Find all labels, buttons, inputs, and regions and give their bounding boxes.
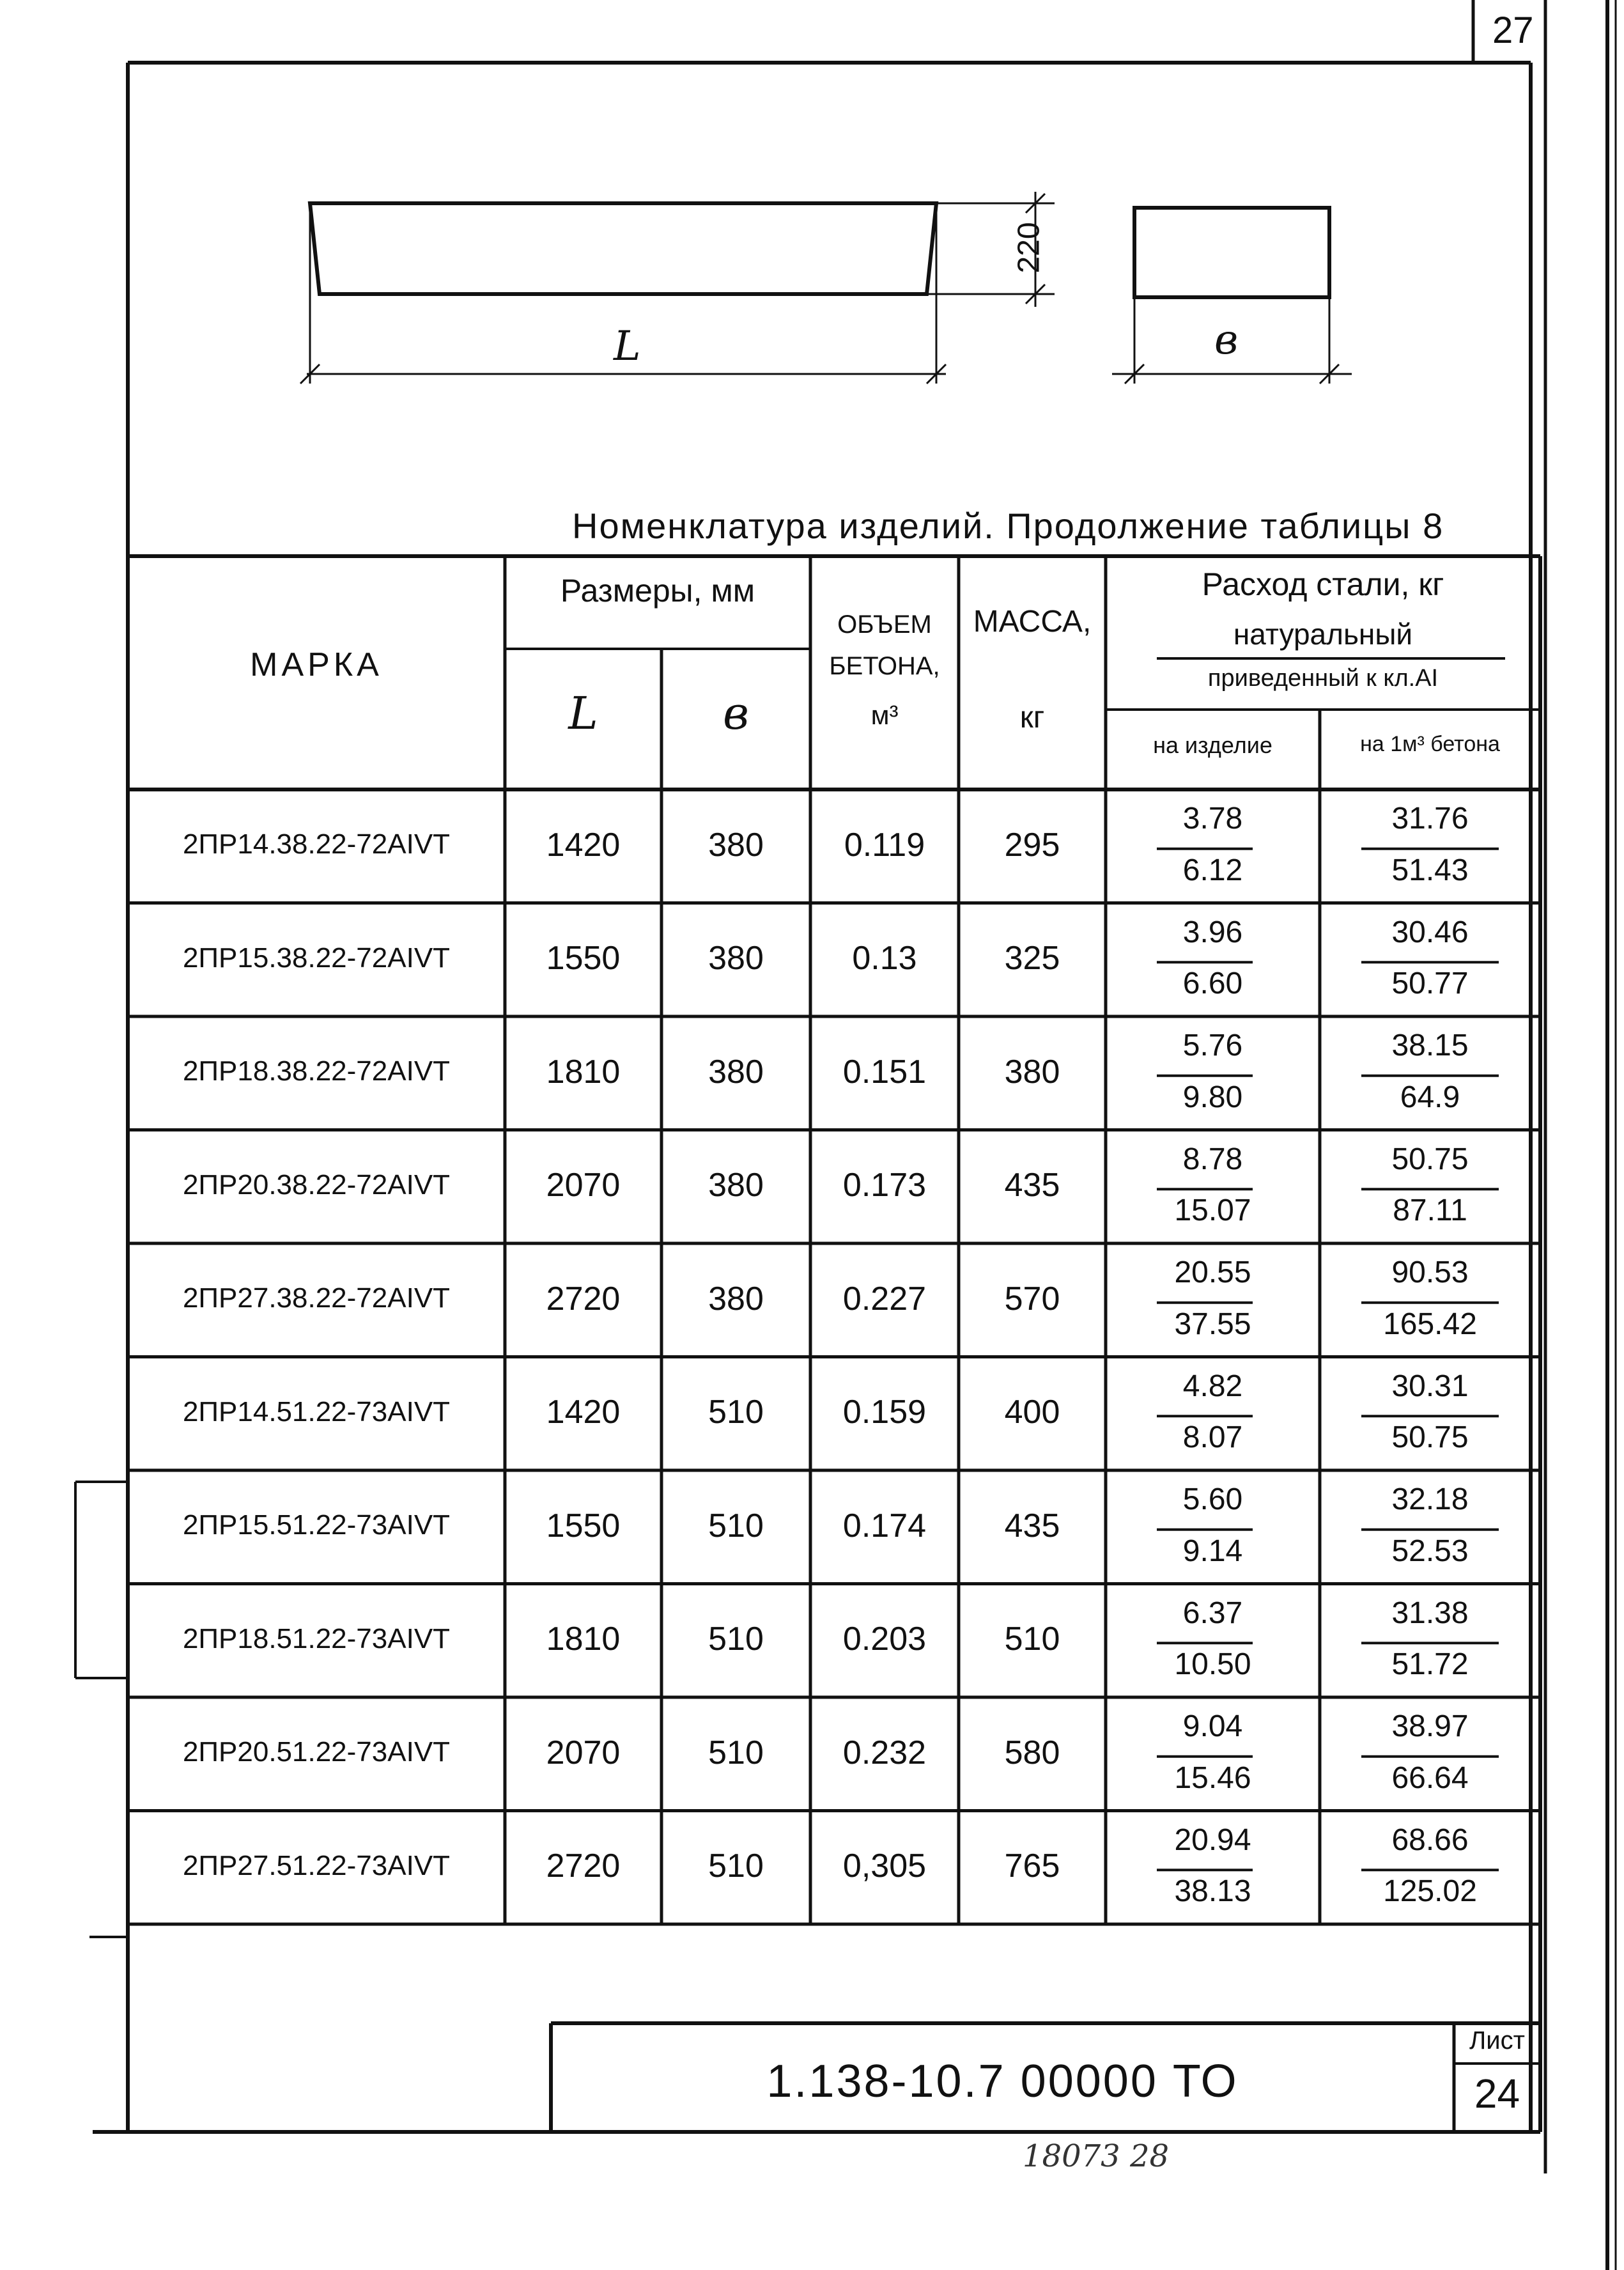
cell-item_nat: 4.82 (1182, 1369, 1243, 1403)
cell-m3_nat: 30.31 (1391, 1369, 1469, 1403)
footer-handwritten-number: 18073 28 (1023, 2138, 1170, 2174)
header-mass-1: МАССА, (973, 605, 1092, 639)
cell-m3_red: 52.53 (1391, 1534, 1469, 1568)
cell-mass: 325 (1004, 940, 1060, 977)
cell-mass: 510 (1004, 1621, 1060, 1658)
cell-volume: 0.232 (842, 1734, 927, 1771)
cell-m3_red: 50.77 (1391, 967, 1469, 1001)
header-per-m3: на 1м³ бетона (1360, 732, 1500, 756)
cell-b: 510 (708, 1507, 764, 1544)
cell-item_nat: 6.37 (1182, 1596, 1243, 1630)
cell-volume: 0.119 (844, 826, 925, 864)
table-caption: Номенклатура изделий. Продолжение таблицы 8 (572, 506, 1444, 546)
cell-mass: 570 (1004, 1280, 1060, 1318)
header-volume-2: БЕТОНА, (829, 652, 940, 680)
cell-b: 380 (708, 1167, 764, 1204)
cell-b: 380 (708, 940, 764, 977)
sheet-label: Лист (1469, 2026, 1525, 2055)
cell-b: 510 (708, 1734, 764, 1771)
header-mass-2: кг (1019, 701, 1045, 735)
cell-b: 510 (708, 1847, 764, 1885)
cell-mark: 2ПР18.51.22-73AIVT (182, 1622, 451, 1654)
cell-b: 380 (708, 1280, 764, 1318)
header-volume-1: ОБЪЕМ (837, 610, 932, 639)
cell-mark: 2ПР18.38.22-72AIVT (182, 1055, 451, 1087)
cell-L: 2720 (546, 1847, 621, 1885)
height-dimension-label: 220 (1012, 222, 1046, 274)
header-steel-3: приведенный к кл.AI (1207, 665, 1439, 692)
cell-item_nat: 9.04 (1182, 1709, 1243, 1743)
cell-item_red: 15.07 (1174, 1193, 1251, 1228)
header-per-item: на изделие (1153, 732, 1272, 758)
header-volume-3: м³ (870, 700, 899, 730)
cell-L: 2070 (546, 1167, 621, 1204)
cell-b: 380 (708, 1053, 764, 1091)
cell-m3_red: 125.02 (1383, 1874, 1477, 1909)
cell-L: 1810 (546, 1621, 621, 1658)
cell-item_red: 9.80 (1182, 1080, 1243, 1114)
length-dimension-label: L (614, 323, 641, 370)
document-code: 1.138-10.7 00000 ТО (766, 2056, 1239, 2107)
cell-mark: 2ПР15.51.22-73AIVT (182, 1509, 451, 1541)
cell-m3_nat: 30.46 (1391, 915, 1469, 949)
cell-item_red: 9.14 (1182, 1534, 1243, 1568)
cell-item_red: 15.46 (1174, 1761, 1251, 1795)
cell-volume: 0.227 (842, 1280, 927, 1318)
cell-item_red: 38.13 (1174, 1874, 1251, 1909)
page-number: 27 (1492, 10, 1534, 51)
cell-mark: 2ПР14.38.22-72AIVT (182, 828, 451, 860)
cell-item_red: 37.55 (1174, 1307, 1251, 1341)
header-mark: МАРКА (250, 646, 383, 683)
cell-item_nat: 20.94 (1174, 1823, 1251, 1857)
cell-m3_nat: 31.38 (1391, 1596, 1469, 1630)
cell-m3_nat: 38.15 (1391, 1029, 1469, 1062)
cell-m3_red: 66.64 (1391, 1761, 1469, 1795)
cell-mark: 2ПР20.38.22-72AIVT (182, 1169, 451, 1201)
cell-mass: 765 (1004, 1847, 1060, 1885)
cell-L: 1550 (546, 1507, 621, 1544)
cell-m3_red: 165.42 (1383, 1307, 1477, 1341)
header-steel-1: Расход стали, кг (1202, 566, 1444, 602)
cell-item_red: 8.07 (1182, 1420, 1243, 1455)
header-width: в (723, 687, 749, 740)
cell-volume: 0.174 (842, 1507, 927, 1544)
cell-L: 2070 (546, 1734, 621, 1771)
cell-mark: 2ПР15.38.22-72AIVT (182, 942, 451, 974)
cell-m3_red: 50.75 (1391, 1420, 1469, 1455)
cell-m3_nat: 68.66 (1391, 1823, 1469, 1857)
cell-b: 380 (708, 826, 764, 864)
header-length: L (568, 687, 598, 740)
cell-m3_nat: 38.97 (1391, 1709, 1469, 1743)
cell-m3_nat: 32.18 (1391, 1482, 1469, 1516)
sheet-number: 24 (1474, 2071, 1520, 2117)
cell-L: 1550 (546, 940, 621, 977)
cell-item_nat: 20.55 (1174, 1255, 1251, 1289)
cell-item_red: 6.60 (1182, 967, 1243, 1001)
cell-item_nat: 8.78 (1182, 1142, 1243, 1176)
width-dimension-label: в (1214, 316, 1239, 364)
cell-L: 1420 (546, 826, 621, 864)
cell-m3_nat: 31.76 (1391, 802, 1469, 836)
cell-volume: 0.173 (842, 1167, 927, 1204)
cell-mass: 295 (1004, 826, 1060, 864)
cell-b: 510 (708, 1394, 764, 1431)
cell-item_nat: 3.78 (1182, 802, 1243, 836)
cell-mass: 380 (1004, 1053, 1060, 1091)
cell-m3_red: 51.72 (1391, 1647, 1469, 1682)
cell-m3_red: 87.11 (1393, 1193, 1467, 1228)
cell-volume: 0.13 (852, 940, 917, 977)
cell-item_red: 10.50 (1174, 1647, 1251, 1682)
cell-volume: 0.159 (842, 1394, 927, 1431)
cell-item_nat: 3.96 (1182, 915, 1243, 949)
cell-L: 2720 (546, 1280, 621, 1318)
cell-mass: 435 (1004, 1167, 1060, 1204)
cell-m3_red: 51.43 (1391, 853, 1469, 887)
cell-volume: 0.151 (842, 1053, 927, 1091)
cell-volume: 0.203 (842, 1621, 927, 1658)
cell-mark: 2ПР20.51.22-73AIVT (182, 1736, 451, 1768)
cell-mass: 580 (1004, 1734, 1060, 1771)
cell-L: 1810 (546, 1053, 621, 1091)
cell-b: 510 (708, 1621, 764, 1658)
cell-mark: 2ПР14.51.22-73AIVT (182, 1395, 451, 1427)
cell-m3_nat: 50.75 (1391, 1142, 1469, 1176)
cell-m3_nat: 90.53 (1391, 1255, 1469, 1289)
cell-mass: 435 (1004, 1507, 1060, 1544)
cell-mark: 2ПР27.38.22-72AIVT (182, 1282, 451, 1314)
cell-item_nat: 5.60 (1182, 1482, 1243, 1516)
header-steel-2: натуральный (1233, 618, 1413, 651)
cell-mass: 400 (1004, 1394, 1060, 1431)
header-dimensions: Размеры, мм (560, 573, 755, 609)
cell-L: 1420 (546, 1394, 621, 1431)
cell-m3_red: 64.9 (1400, 1080, 1460, 1114)
cell-volume: 0,305 (842, 1847, 927, 1885)
cell-item_nat: 5.76 (1182, 1029, 1243, 1062)
cell-mark: 2ПР27.51.22-73AIVT (182, 1849, 451, 1881)
cell-item_red: 6.12 (1182, 853, 1243, 887)
